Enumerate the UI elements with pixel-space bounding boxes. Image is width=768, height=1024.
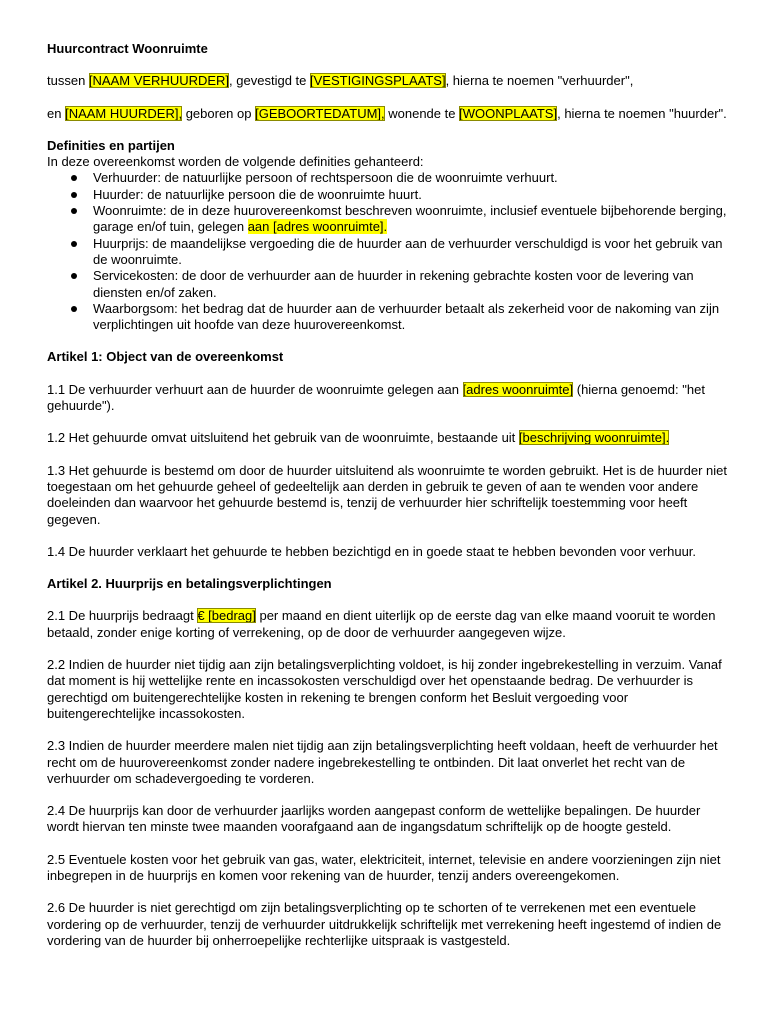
parties-line-tenant [47, 106, 727, 122]
definitions-intro: In deze overeenkomst worden de volgende definities gehanteerd: [47, 154, 424, 170]
document-title: Huurcontract Woonruimte [47, 41, 208, 56]
article-1-1 [47, 382, 727, 415]
placeholder-amount: € [bedrag] [197, 608, 256, 624]
text: en [47, 105, 66, 121]
placeholder-description: [beschrijving woonruimte]. [518, 430, 670, 446]
text: per maand en dient uiterlijk op de eerste dag van elke maand vooruit te worden betaald, zonder enige korting of verrekening, op de door de verhuurder aangegeven wijze. [47, 608, 716, 640]
definition-item [93, 301, 727, 334]
article-2-2: 2.2 Indien de huurder niet tijdig aan zijn betalingsverplichting voldoet, is hij zonder ingebrekestelling in verzuim. Vanaf dat moment is hij wettelijke rente en incassokosten verschuldigd over het openstaande bedrag. De verhuurder is gerechtigd om buitengerechtelijke kosten in rekening te brengen conform het Besluit vergoeding voor buitengerechtelijke incassokosten. [47, 657, 722, 721]
placeholder-establishment-place: [VESTIGINGSPLAATS] [310, 73, 446, 89]
definition-item [93, 170, 727, 186]
article-2-5: 2.5 Eventuele kosten voor het gebruik van gas, water, elektriciteit, internet, televisie en andere voorzieningen zijn niet inbegrepen in de huurprijs en komen voor rekening van de huurder, tenzij anders overeengekomen. [47, 851, 721, 883]
text: , hierna te noemen "huurder". [557, 105, 727, 121]
text: geboren op [182, 105, 256, 121]
article-2-4: 2.4 De huurprijs kan door de verhuurder jaarlijks worden aangepast conform de wettelijke bepalingen. De huurder wordt hiervan ten minste twee maanden voorafgaand aan de ingangsdatum schriftelijk op de hoogte gesteld. [47, 803, 701, 835]
article-2-3: 2.3 Indien de huurder meerdere malen niet tijdig aan zijn betalingsverplichting heeft voldaan, heeft de verhuurder het recht om de huurovereenkomst zonder nadere ingebrekestelling te ontbinden. Dit laat onverlet het recht van de verhuurder om schadevergoeding te vorderen. [47, 738, 718, 786]
parties-line-landlord [47, 73, 727, 89]
article-1-3: 1.3 Het gehuurde is bestemd om door de huurder uitsluitend als woonruimte te worden gebruikt. Het is de huurder niet toegestaan om het gehuurde geheel of gedeeltelijk aan derden in gebruik te geven of aan te wenden voor andere doeleinden dan waarvoor het gehuurde bestemd is, tenzij de verhuurder hier schriftelijk toestemming voor heeft gegeven. [47, 462, 727, 527]
placeholder-tenant-name: [NAAM HUURDER], [65, 105, 183, 121]
text: , hierna te noemen "verhuurder", [445, 73, 634, 89]
definitions-list [47, 170, 727, 333]
article-2-6: 2.6 De huurder is niet gerechtigd om zijn betalingsverplichting op te schorten of te verrekenen met een eventuele vordering op de verhuurder, tenzij de verhuurder uitdrukkelijk schriftelijk met verrekening heeft ingestemd of indien de vordering van de huurder bij onherroepelijke rechterlijke uitspraak is vastgesteld. [47, 900, 722, 948]
placeholder-landlord-name: [NAAM VERHUURDER] [88, 73, 230, 89]
definition-text: Huurprijs: de maandelijkse vergoeding die de huurder aan de verhuurder verschuldigd is voor het gebruik van de woonruimte. [93, 235, 723, 267]
definitions-heading: Definities en partijen [47, 137, 175, 153]
article-2-1 [47, 608, 727, 641]
placeholder-birth-date: [GEBOORTEDATUM], [255, 105, 385, 121]
placeholder-residence: [WOONPLAATS] [459, 105, 558, 121]
definition-item [93, 187, 727, 203]
article-1-4: 1.4 De huurder verklaart het gehuurde te hebben bezichtigd en in goede staat te hebben bevonden voor verhuur. [47, 543, 697, 559]
article-1-2 [47, 430, 727, 446]
text: 1.1 De verhuurder verhuurt aan de huurder de woonruimte gelegen aan [47, 381, 463, 397]
placeholder-address: [adres woonruimte] [462, 381, 574, 397]
text: 1.2 Het gehuurde omvat uitsluitend het gebruik van de woonruimte, bestaande uit [47, 430, 519, 446]
definition-text: Servicekosten: de door de verhuurder aan de huurder in rekening gebrachte kosten voor de levering van diensten en/of zaken. [93, 268, 694, 300]
definition-text: Huurder: de natuurlijke persoon die de woonruimte huurt. [93, 186, 422, 202]
article-1-heading: Artikel 1: Object van de overeenkomst [47, 349, 284, 365]
definition-item [93, 236, 727, 269]
text: wonende te [384, 105, 460, 121]
article-2-heading: Artikel 2. Huurprijs en betalingsverplichtingen [47, 576, 332, 592]
definition-item [93, 268, 727, 301]
definition-item [93, 203, 727, 236]
placeholder-address: aan [adres woonruimte]. [247, 219, 388, 235]
definition-text: Woonruimte: de in deze huurovereenkomst beschreven woonruimte, inclusief eventuele bijbehorende berging, garage en/of tuin, gelegen [93, 203, 727, 235]
text: tussen [47, 73, 89, 89]
text: , gevestigd te [229, 73, 310, 89]
definition-text: Verhuurder: de natuurlijke persoon of rechtspersoon die de woonruimte verhuurt. [93, 170, 558, 186]
document-page [47, 41, 727, 965]
text: (hierna genoemd: "het gehuurde"). [47, 381, 705, 414]
text: 2.1 De huurprijs bedraagt [47, 608, 198, 624]
definition-text: Waarborgsom: het bedrag dat de huurder aan de verhuurder betaalt als zekerheid voor de nakoming van zijn verplichtingen uit hoofde van deze huurovereenkomst. [93, 300, 720, 333]
